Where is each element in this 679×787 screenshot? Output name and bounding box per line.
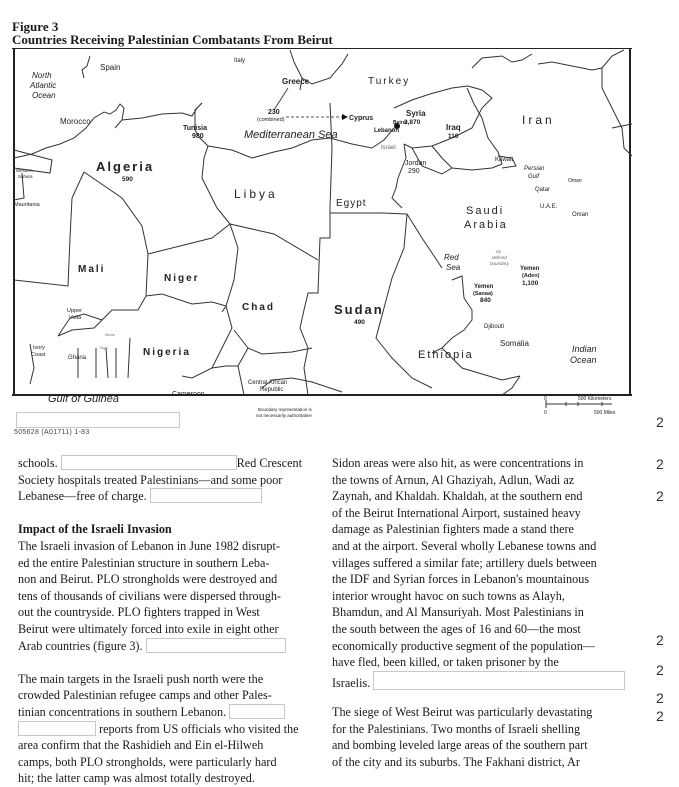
margin-mark: 2 (656, 632, 664, 648)
boundary-note-1: Boundary representation is (258, 407, 312, 412)
text-fragment: schools. (18, 456, 58, 470)
text-line: The main targets in the Israeli push north were the (18, 671, 264, 686)
text-line (18, 488, 318, 505)
tunisia-count: 980 (192, 133, 204, 140)
margin-mark: 2 (656, 488, 664, 504)
yemen-aden-count: 1,100 (522, 280, 539, 287)
ivory-coast-label-1: Ivory (33, 345, 45, 351)
margin-mark: 2 (656, 662, 664, 678)
combined-count: 230 (268, 109, 280, 116)
text-line: and bombing leveled large areas of the southern part (332, 738, 588, 753)
ocean-label-3: Ocean (32, 91, 56, 100)
margin-mark: 2 (656, 690, 664, 706)
redaction-box (229, 704, 285, 719)
margin-mark: 2 (656, 708, 664, 724)
text-line: villages suffered a similar fate; artillery duels between (332, 555, 597, 570)
scale-km-zero: 0 (544, 396, 547, 402)
jordan-label: Jordan (405, 160, 427, 167)
cyprus-label: Cyprus (349, 115, 374, 122)
red-sea-label-1: Red (444, 253, 459, 262)
ghana-label: Ghana (68, 355, 87, 361)
margin-mark: 2 (656, 456, 664, 472)
yemen-aden-label-1: Yemen (520, 266, 540, 272)
lebanon-label: Lebanon (374, 128, 399, 134)
text-line: of the city and its suburbs. The Fakhani district, Ar (332, 754, 580, 769)
iran-label: Iran (522, 113, 555, 127)
boundary-note-2: not necessarily authoritative (256, 413, 312, 418)
indian-ocean-label-2: Ocean (570, 355, 597, 365)
tunisia-label: Tunisia (183, 125, 207, 132)
text-line: hit; the latter camp was almost totally destroyed. (18, 771, 255, 786)
map-borders (14, 50, 632, 395)
text-fragment: Lebanese—free of charge. (18, 489, 147, 504)
text-line: economically productive segment of the population— (332, 638, 595, 653)
saudi-label-2: Arabia (464, 219, 508, 231)
scale-km-label: 500 Kilometers (578, 396, 612, 402)
text-line: Beirut were ultimately forced into exile in eight other (18, 621, 279, 636)
redaction-box (373, 671, 625, 690)
text-line: area confirm that the Rashidieh and Ein el-Hilweh (18, 738, 264, 753)
text-line (18, 638, 318, 655)
text-line: The Israeli invasion of Lebanon in June 1982 disrupt- (18, 538, 280, 553)
spain-label: Spain (100, 63, 121, 72)
yemen-sanaa-label-1: Yemen (474, 284, 494, 290)
no-boundary-label-1: no (496, 249, 502, 254)
upper-volta-label-2: Volta (69, 315, 82, 321)
persian-gulf-label-2: Gulf (528, 174, 540, 180)
section-heading: Impact of the Israeli Invasion (18, 522, 172, 537)
gulf-of-guinea-label: Gulf of Guinea (48, 393, 119, 405)
mali-label: Mali (78, 264, 106, 275)
red-sea-label-2: Sea (446, 263, 461, 272)
yemen-sanaa-label-2: (Sanaa) (473, 291, 493, 297)
text-line: for the Palestinians. Two months of Israeli shelling (332, 721, 581, 736)
text-line: Society hospitals treated Palestinians—and some poor (18, 472, 283, 487)
map-svg (12, 48, 632, 426)
djibouti-label: Djibouti (484, 324, 505, 330)
no-boundary-label-3: boundary (490, 261, 509, 266)
text-line: out the countryside. PLO fighters trapped in West (18, 605, 260, 620)
text-line: Bhamdun, and Al Mansuriyah. Most Palestinians in (332, 605, 584, 620)
greece-leader (274, 88, 288, 110)
no-boundary-label-2: defined (492, 255, 507, 260)
mauritania-label: Mauritania (14, 202, 40, 208)
libya-label: Libya (234, 187, 278, 201)
algeria-count: 590 (122, 176, 133, 183)
text-line: camps, both PLO strongholds, were particularly hard (18, 754, 277, 769)
upper-volta-label-1: Upper (67, 308, 82, 314)
arrow-head (342, 114, 348, 120)
italy-label: Italy (234, 58, 246, 64)
text-line: of the Beirut International Airport, sustained heavy (332, 505, 581, 520)
algeria-label: Algeria (96, 159, 155, 174)
text-fragment: Arab countries (figure 3). (18, 638, 143, 653)
map-figure (12, 48, 632, 426)
text-line: non and Beirut. PLO strongholds were destroyed and (18, 572, 278, 587)
redaction-box (61, 455, 237, 470)
iraq-label: Iraq (446, 123, 461, 132)
text-fragment: Israelis. (332, 675, 371, 690)
text-fragment: tinian concentrations in southern Lebanon. (18, 704, 227, 719)
figure-title: Countries Receiving Palestinian Combatants From Beirut (12, 32, 333, 47)
text-line: tens of thousands of civilians were dispersed through- (18, 588, 281, 603)
uae-label: U.A.E. (540, 204, 558, 210)
text-line (332, 671, 642, 688)
turkey-label: Turkey (368, 76, 411, 87)
saudi-label-1: Saudi (466, 205, 505, 217)
oman-label: Oman (572, 212, 589, 218)
right-column (332, 455, 642, 770)
text-line (18, 721, 318, 738)
text-fragment: reports from US officials who visited the (99, 721, 299, 736)
egypt-label: Egypt (336, 198, 367, 209)
car-label-2: Republic (260, 387, 284, 393)
greece-label: Greece (282, 77, 310, 86)
indian-ocean-label-1: Indian (572, 344, 597, 354)
scale-mi-label: 500 Miles (594, 410, 616, 416)
kuwait-label: Kuwait (495, 157, 514, 163)
text-line: crowded Palestinian refugee camps and other Pales- (18, 688, 272, 703)
togo-label: Togo (99, 345, 108, 350)
ocean-label-2: Atlantic (30, 81, 57, 90)
figure-code: 505628 (A01711) 1-83 (14, 429, 90, 436)
redaction-box (18, 721, 96, 736)
ocean-label-1: North (32, 71, 52, 80)
somalia-label: Somalia (500, 339, 529, 348)
text-line: the south between the ages of 16 and 60—the most (332, 621, 581, 636)
scale-mi-zero: 0 (544, 410, 547, 416)
left-column (18, 455, 318, 787)
text-line: and at the airport. Several wholly Lebanese towns and (332, 538, 597, 553)
iraq-count: 110 (448, 133, 459, 140)
text-fragment: Red Crescent (236, 456, 302, 470)
text-line: Zaynah, and Khaldah. Khaldah, at the southern end (332, 489, 583, 504)
ivory-coast-label-2: Coast (31, 352, 46, 358)
yemen-sanaa-count: 840 (480, 297, 491, 304)
ethiopia-label: Ethiopia (418, 349, 474, 361)
text-line: Sidon areas were also hit, as were concentrations in (332, 456, 584, 470)
yemen-aden-label-2: (Aden) (522, 273, 540, 279)
syria-count: 3,870 (404, 119, 421, 126)
text-line (18, 704, 318, 721)
mediterranean-label: Mediterranean Sea (244, 129, 338, 141)
beirut-label: Beirut (393, 120, 408, 126)
sudan-label: Sudan (334, 302, 384, 317)
chad-label: Chad (242, 302, 275, 313)
text-line: the IDF and Syrian forces in Lebanon's mountainous (332, 572, 590, 587)
text-line: damage as Palestinian fighters made a stand there (332, 522, 574, 537)
benin-label: Benin (105, 332, 116, 337)
western-sahara-label-2: Sahara (18, 174, 33, 179)
scale-bar (544, 396, 616, 416)
oman-label-north: Oman (568, 178, 582, 184)
text-line: have fled, been killed, or taken prisoner by the (332, 655, 559, 670)
text-line (18, 455, 318, 472)
syria-label: Syria (406, 109, 426, 118)
cameroon-label: Cameroon (172, 391, 205, 398)
jordan-count: 290 (408, 168, 420, 175)
redaction-box (146, 638, 286, 653)
redaction-box (150, 488, 262, 503)
israel-label: Israel (381, 145, 396, 151)
sudan-count: 490 (354, 319, 365, 326)
margin-mark: 2 (656, 414, 664, 430)
western-sahara-label-1: Western (16, 168, 33, 173)
redaction-box (16, 412, 180, 428)
figure-label: Figure 3 (12, 19, 59, 34)
combined-note: (combined) (257, 117, 285, 123)
text-line: the towns of Arnun, Al Ghaziyah, Adlun, Wadi az (332, 472, 575, 487)
niger-label: Niger (164, 273, 200, 284)
qatar-label: Qatar (535, 187, 551, 193)
persian-gulf-label-1: Persian (524, 166, 545, 172)
car-label-1: Central African (248, 380, 288, 386)
text-line: The siege of West Beirut was particularly devastating (332, 704, 593, 719)
morocco-label: Morocco (60, 117, 91, 126)
text-line: ed the entire Palestinian structure in southern Leba- (18, 555, 270, 570)
text-line: interior wrought havoc on such towns as Alayh, (332, 588, 565, 603)
nigeria-label: Nigeria (143, 347, 191, 358)
